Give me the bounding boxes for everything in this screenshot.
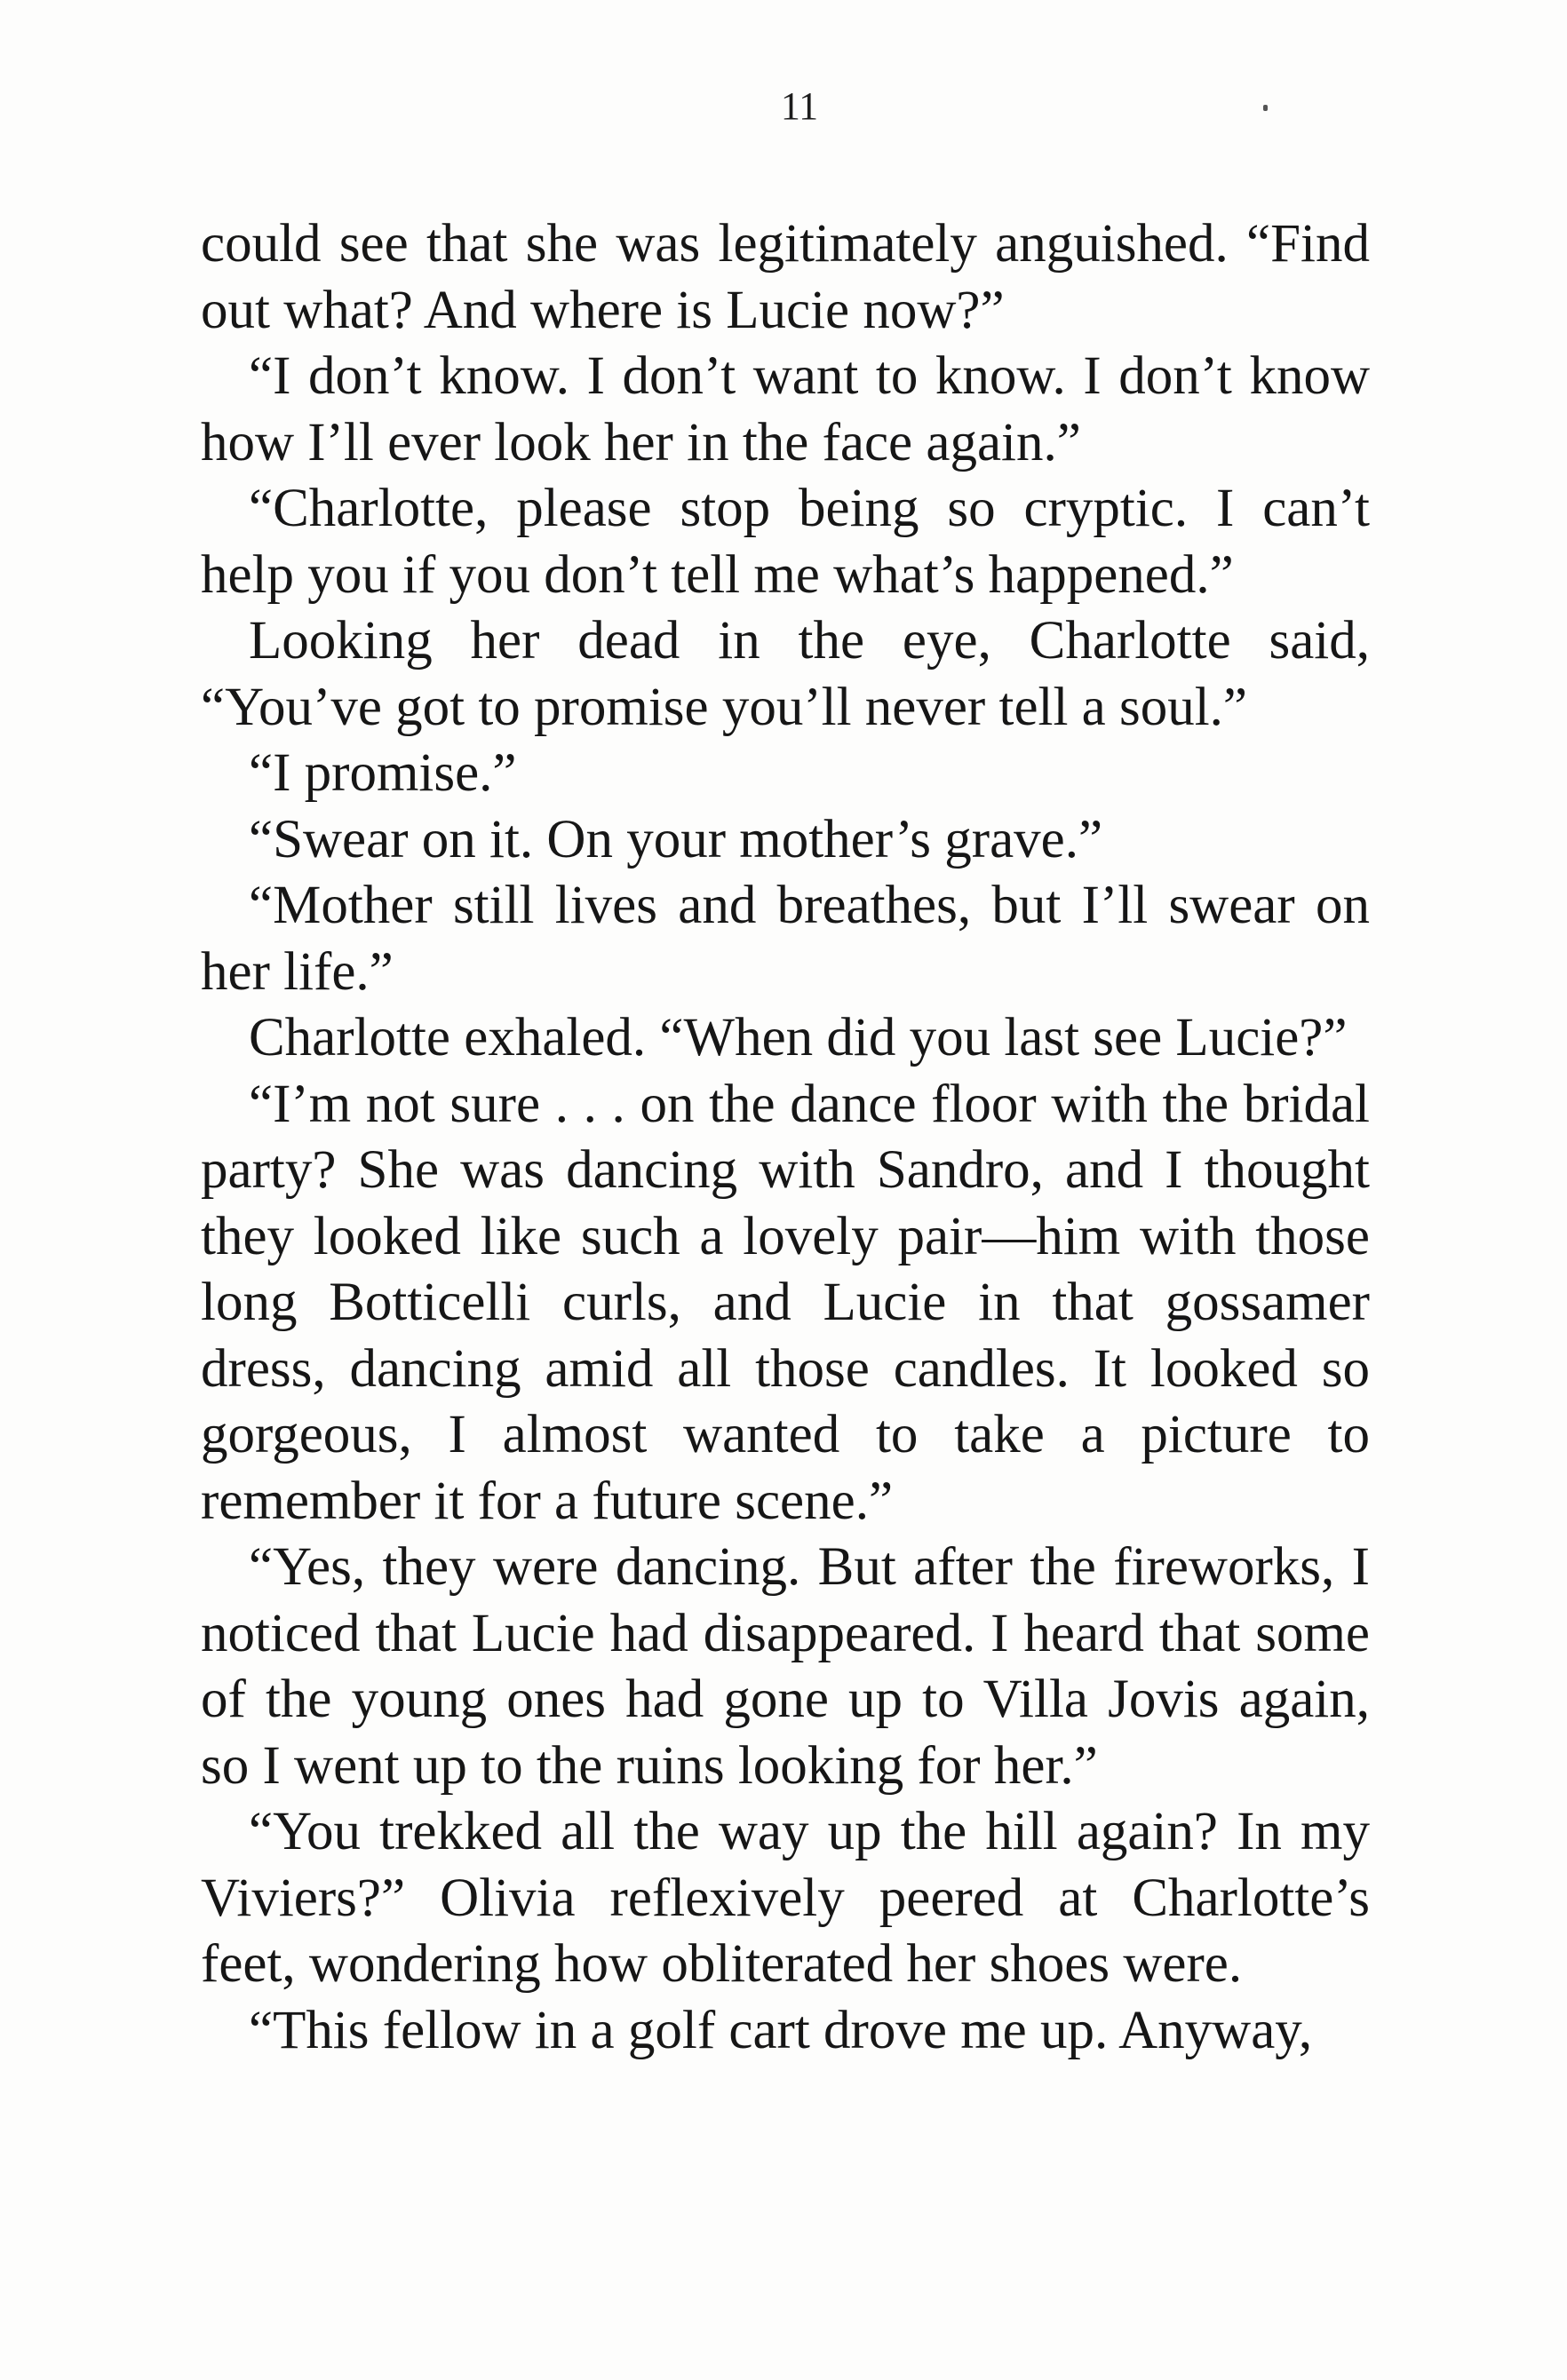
body-text — [201, 211, 1370, 2064]
paragraph: “I’m not sure . . . on the dance floor with the bridal party? She was dancing with Sandro, and I thought they looked like such a lovely pair—him with those long Botticelli curls, and Lucie in that gossamer dress, dancing amid all those candles. It looked so gorgeous, I almost wanted to take a picture to remember it for a future scene.” — [201, 1074, 1370, 1531]
paragraph: Looking her dead in the eye, Charlotte said, “You’ve got to promise you’ll never tell a soul.” — [201, 611, 1370, 737]
paragraph: Charlotte exhaled. “When did you last see Lucie?” — [249, 1008, 1348, 1067]
paragraph: “Mother still lives and breathes, but I’ll swear on her life.” — [201, 876, 1370, 1002]
paragraph: “Swear on it. On your mother’s grave.” — [249, 809, 1103, 869]
paragraph: “Yes, they were dancing. But after the fireworks, I noticed that Lucie had disappeared. I heard that some of the young ones had gone up to Villa Jovis again, so I went up to the ruins looking for her.” — [201, 1537, 1370, 1796]
paragraph: “You trekked all the way up the hill again? In my Viviers?” Olivia reflexively peered at Charlotte’s feet, wondering how obliterated her shoes were. — [201, 1802, 1370, 1994]
page-number: 11 — [780, 84, 819, 128]
paragraph: “Charlotte, please stop being so cryptic. I can’t help you if you don’t tell me what’s happened.” — [201, 479, 1370, 605]
paragraph: “I promise.” — [249, 743, 517, 803]
paragraph: could see that she was legitimately anguished. “Find out what? And where is Lucie now?” — [201, 214, 1370, 340]
paragraph: “I don’t know. I don’t want to know. I don’t know how I’ll ever look her in the face again.” — [201, 346, 1370, 472]
ink-speck — [1263, 105, 1268, 111]
paragraph: “This fellow in a golf cart drove me up. Anyway, — [249, 2000, 1313, 2060]
